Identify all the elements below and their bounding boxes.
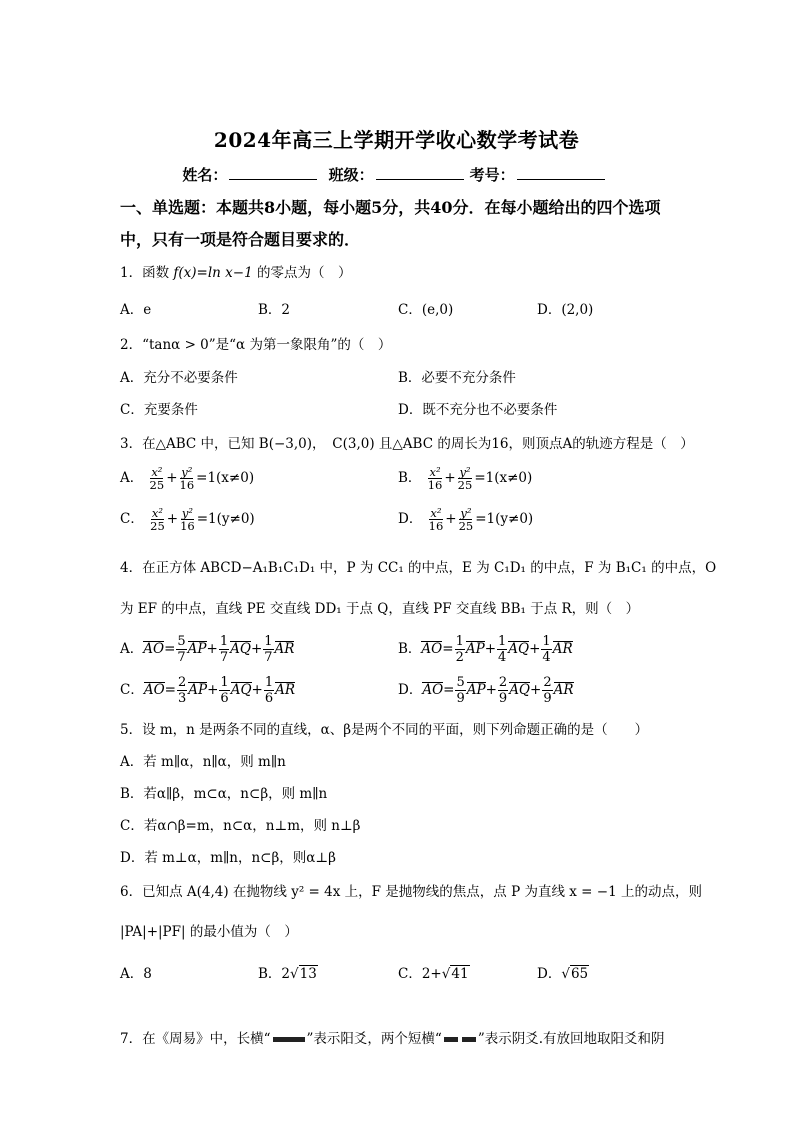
vector-AQ: AQ (509, 682, 531, 698)
condition: =1(x≠0) (196, 470, 255, 486)
fraction (458, 507, 475, 532)
denominator: 16 (427, 478, 443, 492)
vector-AR: AR (553, 682, 574, 698)
q1-function: f(x)=ln x−1 (173, 265, 253, 281)
q3-option-d[interactable] (398, 507, 533, 532)
vector-AO: AO (143, 682, 165, 698)
q5-option-a[interactable]: A．若 m∥α，n∥α，则 m∥n (120, 754, 286, 770)
denominator: 4 (498, 650, 507, 665)
name-blank[interactable] (229, 165, 317, 180)
numerator: 5 (177, 634, 186, 649)
vector-AR: AR (274, 641, 295, 657)
vector-AQ: AQ (230, 641, 251, 657)
q1-prefix: 1．函数 (120, 265, 170, 281)
fraction (219, 634, 229, 665)
class-blank[interactable] (376, 165, 464, 180)
denominator: 4 (542, 650, 551, 665)
q6-option-b[interactable] (258, 962, 318, 982)
question-6-line-2: |PA|+|PF| 的最小值为（ ） (120, 924, 298, 940)
equals-sign: = (442, 641, 454, 657)
plus-sign: + (530, 682, 542, 698)
vector-AP: AP (465, 641, 485, 657)
numerator: 2 (543, 675, 552, 690)
option-label: A． (120, 470, 144, 486)
fraction (264, 675, 274, 706)
question-4-line-2: 为 EF 的中点，直线 PE 交直线 DD₁ 于点 Q，直线 PF 交直线 BB₁ 于点 R，则（ ） (120, 601, 640, 617)
numerator: y² (181, 465, 193, 479)
denominator: 25 (457, 478, 473, 492)
q1-option-a[interactable]: A．e (120, 302, 152, 318)
fraction (149, 507, 166, 532)
denominator: 9 (543, 691, 552, 706)
vector-AO: AO (422, 682, 444, 698)
denominator: 9 (498, 691, 508, 706)
denominator: 2 (455, 650, 464, 665)
sqrt-sign: √ (561, 966, 570, 982)
plus-sign: + (445, 511, 457, 527)
q1-option-d[interactable]: D．(2,0) (537, 302, 594, 318)
yang-line-icon (273, 1037, 305, 1042)
option-label: B． (258, 966, 282, 982)
numerator: x² (430, 506, 442, 520)
name-label: 姓名： (182, 166, 228, 184)
q7-text-3: ”表示阴爻.有放回地取阳爻和阴 (477, 1031, 665, 1047)
fraction (263, 634, 273, 665)
fraction (498, 675, 508, 706)
question-3-stem: 3．在△ABC 中，已知 B(−3,0)， C(3,0) 且△ABC 的周长为16，则顶点A的轨迹方程是（ ） (120, 436, 694, 452)
yin-line-icon (444, 1037, 458, 1042)
equals-sign: = (443, 682, 455, 698)
plus-sign: + (251, 682, 263, 698)
option-label: C． (120, 682, 144, 698)
exam-no-blank[interactable] (517, 165, 605, 180)
question-6-line-1: 6．已知点 A(4,4) 在抛物线 y² = 4x 上，F 是抛物线的焦点，点 P 为直线 x = −1 上的动点，则 (120, 884, 702, 900)
page-title: 2024年高三上学期开学收心数学考试卷 (213, 128, 580, 152)
question-4-line-1: 4．在正方体 ABCD−A₁B₁C₁D₁ 中，P 为 CC₁ 的中点，E 为 C₁D₁ 的中点，F 为 B₁C₁ 的中点，O (120, 560, 717, 576)
radicand: 65 (570, 966, 589, 982)
option-label: D． (398, 511, 423, 527)
numerator: 1 (220, 675, 229, 690)
vector-AR: AR (275, 682, 296, 698)
denominator: 25 (458, 519, 474, 533)
exam-no-label: 考号： (469, 166, 515, 184)
sqrt-sign: √ (290, 966, 299, 982)
vector-AO: AO (143, 641, 165, 657)
fraction (457, 466, 474, 491)
denominator: 3 (177, 691, 187, 706)
vector-AQ: AQ (230, 682, 252, 698)
denominator: 16 (428, 519, 444, 533)
question-5-stem: 5．设 m，n 是两条不同的直线，α、β是两个不同的平面，则下列命题正确的是（ ） (120, 722, 649, 738)
q5-option-d[interactable]: D．若 m⊥α，m∥n，n⊂β，则α⊥β (120, 850, 336, 866)
fraction (427, 466, 444, 491)
question-7-stem (120, 1027, 665, 1047)
fraction (455, 675, 465, 706)
plus-sign: + (484, 641, 496, 657)
option-label: C． (398, 966, 422, 982)
option-label: D． (398, 682, 423, 698)
denominator: 6 (220, 691, 229, 706)
numerator: 2 (498, 675, 508, 690)
numerator: x² (151, 506, 164, 520)
plus-sign: + (206, 641, 218, 657)
option-label: A． (120, 641, 144, 657)
fraction (428, 507, 445, 532)
numerator: 1 (219, 634, 229, 649)
denominator: 16 (179, 478, 195, 492)
vector-AQ: AQ (508, 641, 530, 657)
vector-AP: AP (466, 682, 486, 698)
vector-AO: AO (421, 641, 443, 657)
denominator: 25 (150, 519, 165, 533)
numerator: x² (151, 465, 163, 479)
yin-line-icon (462, 1037, 476, 1042)
q1-option-c[interactable]: C．(e,0) (398, 302, 454, 318)
fraction (177, 675, 187, 706)
q4-option-b[interactable] (398, 634, 573, 665)
coefficient: 2 (281, 966, 291, 982)
q2-option-c[interactable]: C．充要条件 (120, 402, 198, 418)
denominator: 9 (456, 691, 465, 706)
fraction (541, 634, 551, 665)
numerator: 2 (177, 675, 187, 690)
fraction (179, 466, 196, 491)
vector-AR: AR (552, 641, 573, 657)
plus-sign: + (444, 470, 456, 486)
radicand: 13 (299, 966, 317, 982)
numerator: x² (429, 465, 441, 479)
class-label: 班级： (328, 166, 374, 184)
option-label: B． (398, 470, 422, 486)
fraction (497, 634, 507, 665)
denominator: 7 (264, 650, 273, 665)
fraction (176, 634, 186, 665)
section-heading: 一、单选题：本题共8小题，每小题5分，共40分．在每小题给出的四个选项中，只有一项是符合题目要求的． (120, 198, 661, 249)
numerator: 5 (456, 675, 465, 690)
vector-AP: AP (188, 682, 208, 698)
q7-text-2: ”表示阳爻，两个短横“ (306, 1031, 442, 1047)
numerator: 1 (498, 634, 507, 649)
question-2-stem: 2．“tanα > 0”是“α 为第一象限角”的（ ） (120, 337, 392, 353)
numerator: y² (181, 506, 193, 520)
equals-sign: = (164, 641, 176, 657)
denominator: 16 (180, 519, 195, 533)
fraction (455, 634, 465, 665)
fraction (219, 675, 229, 706)
equals-sign: = (164, 682, 176, 698)
fraction (542, 675, 552, 706)
option-label: B． (398, 641, 422, 657)
plus-sign: + (166, 470, 178, 486)
q3-option-b[interactable] (398, 466, 532, 491)
plus-sign: + (166, 511, 179, 527)
plus-sign: + (207, 682, 219, 698)
coefficient: 2+ (421, 966, 442, 982)
plus-sign: + (250, 641, 263, 657)
q5-option-c[interactable]: C．若α∩β=m，n⊂α，n⊥m，则 n⊥β (120, 818, 361, 834)
q2-option-d[interactable]: D．既不充分也不必要条件 (398, 402, 558, 418)
q1-suffix: 的零点为（ ） (256, 265, 352, 281)
q1-option-b[interactable]: B．2 (258, 302, 291, 318)
condition: =1(y≠0) (196, 511, 255, 527)
q2-option-b[interactable]: B．必要不充分条件 (398, 370, 516, 386)
q3-option-a[interactable] (120, 466, 254, 491)
q6-option-c[interactable] (398, 962, 470, 982)
numerator: 1 (264, 634, 273, 649)
sqrt-sign: √ (441, 966, 451, 982)
q4-option-a[interactable] (120, 634, 294, 665)
radicand: 41 (451, 966, 469, 982)
numerator: 1 (542, 634, 551, 649)
option-label: C． (120, 511, 144, 527)
numerator: y² (460, 506, 472, 520)
q5-option-b[interactable]: B．若α∥β，m⊂α，n⊂β，则 m∥n (120, 786, 328, 802)
question-1-stem (120, 261, 351, 281)
denominator: 7 (177, 650, 186, 665)
denominator: 6 (264, 691, 274, 706)
q2-option-a[interactable]: A．充分不必要条件 (120, 370, 238, 386)
plus-sign: + (485, 682, 497, 698)
vector-AP: AP (187, 641, 207, 657)
q3-option-c[interactable] (120, 507, 255, 532)
numerator: y² (459, 465, 471, 479)
q7-text-1: 7．在《周易》中，长横“ (120, 1031, 271, 1047)
denominator: 7 (219, 650, 229, 665)
q4-option-c[interactable] (120, 675, 295, 706)
student-info (0, 164, 793, 185)
condition: =1(x≠0) (474, 470, 533, 486)
condition: =1(y≠0) (475, 511, 534, 527)
plus-sign: + (529, 641, 541, 657)
fraction (179, 507, 196, 532)
q6-option-a[interactable]: A．8 (120, 966, 152, 982)
q6-option-d[interactable] (537, 962, 589, 982)
numerator: 1 (264, 675, 274, 690)
fraction (149, 466, 166, 491)
denominator: 25 (149, 478, 165, 492)
q4-option-d[interactable] (398, 675, 574, 706)
numerator: 1 (455, 634, 464, 649)
option-label: D． (537, 966, 562, 982)
